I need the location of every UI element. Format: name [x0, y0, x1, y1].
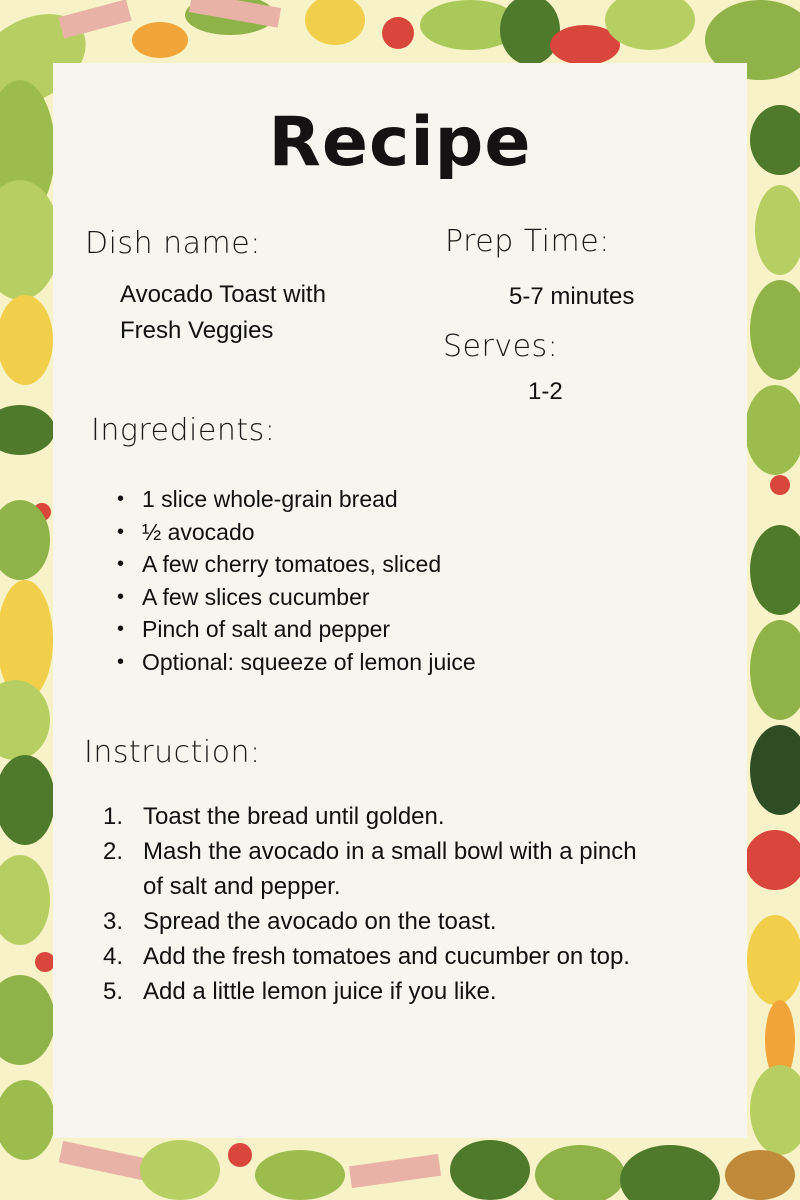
tomato-icon [35, 952, 55, 972]
instruction-step [103, 939, 663, 974]
step-number: 4. [103, 943, 124, 970]
instruction-step [103, 799, 663, 834]
instruction-step [103, 974, 663, 1009]
dish-name-line1: Avocado Toast with [120, 281, 326, 308]
step-text: Spread the avocado on the toast. [143, 908, 497, 935]
step-number: 3. [103, 908, 124, 935]
prep-time-value: 5-7 minutes [509, 283, 635, 310]
instruction-step [103, 834, 663, 904]
ingredient-item: • Pinch of salt and pepper [117, 613, 476, 646]
ingredients-list [117, 483, 476, 678]
step-number: 2. [103, 838, 124, 865]
ingredient-item: • A few cherry tomatoes, sliced [117, 548, 476, 581]
step-text: Add the fresh tomatoes and cucumber on top. [143, 943, 630, 970]
carrot-icon [725, 1150, 795, 1200]
dish-name-label: Dish name: [85, 226, 261, 261]
leaf-icon [140, 1140, 220, 1200]
leaf-icon [255, 1150, 345, 1200]
ingredient-item: • 1 slice whole-grain bread [117, 483, 476, 516]
recipe-card [53, 63, 747, 1138]
dish-name-line2: Fresh Veggies [120, 317, 274, 344]
carrot-icon [132, 22, 188, 58]
ingredient-item: • Optional: squeeze of lemon juice [117, 646, 476, 679]
tomato-icon [228, 1143, 252, 1167]
step-text: Toast the bread until golden. [143, 803, 445, 830]
instruction-step [103, 904, 663, 939]
instruction-label: Instruction: [84, 735, 261, 770]
step-text: Add a little lemon juice if you like. [143, 978, 497, 1005]
leaf-icon [450, 1140, 530, 1200]
recipe-title: Recipe [268, 103, 532, 182]
serves-value: 1-2 [528, 378, 563, 405]
ingredient-item: • A few slices cucumber [117, 581, 476, 614]
prep-time-label: Prep Time: [445, 224, 610, 259]
step-text: Mash the avocado in a small bowl with a pinch of salt and pepper. [143, 838, 637, 900]
ingredient-item: • ½ avocado [117, 516, 476, 549]
serves-label: Serves: [443, 329, 559, 364]
tomato-icon [382, 17, 414, 49]
step-number: 5. [103, 978, 124, 1005]
step-number: 1. [103, 803, 124, 830]
instructions-list [103, 799, 663, 1009]
tomato-icon [770, 475, 790, 495]
ingredients-label: Ingredients: [91, 413, 276, 448]
